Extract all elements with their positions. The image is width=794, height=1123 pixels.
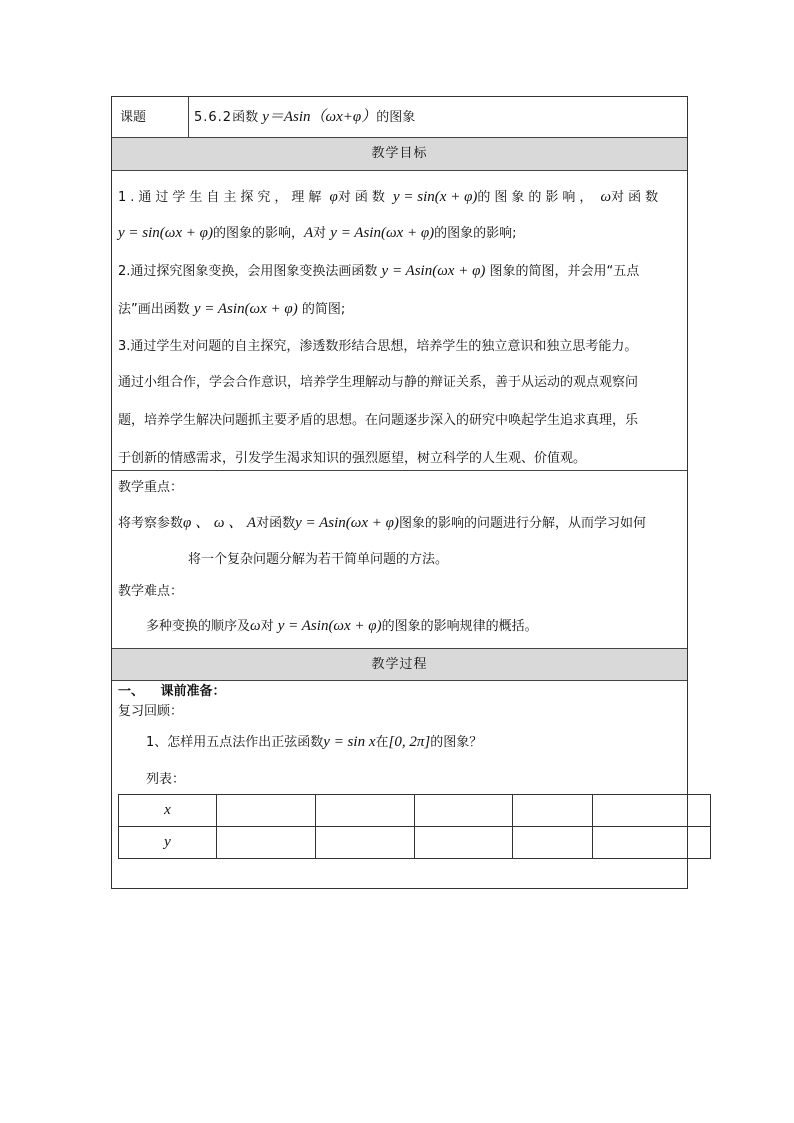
objective-1-text-f: 对 — [313, 226, 327, 241]
objective-2-line-1 — [118, 261, 639, 282]
table-cell[interactable] — [316, 795, 415, 827]
objective-2-text-a: 2.通过探究图象变换，会用图象变换法画函数 — [118, 264, 378, 279]
objective-paragraph-line-1: 通过小组合作，学会合作意识，培养学生理解动与静的辩证关系，善于从运动的观点观察问 — [118, 375, 639, 390]
topic-divider — [188, 97, 189, 137]
objective-1-formula-b: y = sin(ωx + φ) — [118, 225, 213, 241]
difficulties-text-b: 对 — [260, 619, 274, 634]
objective-1-text-c: 的图象的影响， — [477, 190, 597, 205]
step-number: 一、 — [118, 684, 145, 699]
objective-1-phi: φ — [329, 189, 338, 205]
objectives-heading: 教学目标 — [371, 146, 428, 161]
key-points-heading: 教学重点： — [118, 480, 184, 495]
key-points-line-2: 将一个复杂问题分解为若干简单问题的方法。 — [188, 552, 449, 567]
table-cell[interactable] — [513, 827, 593, 859]
question-1-text-c: 的图象？ — [430, 735, 483, 750]
topic-formula: y＝Asin（ωx+φ） — [262, 109, 377, 125]
question-1 — [146, 732, 482, 753]
objective-1-text-d: 对函数 — [611, 190, 663, 205]
difficulties-formula: y = Asin(ωx + φ) — [277, 618, 382, 634]
table-cell[interactable] — [415, 795, 513, 827]
difficulties-omega: ω — [250, 618, 261, 634]
key-points-text-a: 将考察参数 — [118, 516, 184, 531]
row-label-x: x — [119, 795, 217, 827]
objective-1-text-a: 1.通过学生自主探究，理解 — [118, 190, 326, 205]
process-heading: 教学过程 — [371, 657, 428, 672]
step-one-heading — [118, 682, 226, 702]
difficulties-line — [146, 616, 538, 637]
table-cell[interactable] — [217, 795, 316, 827]
objective-2-text-c: 法”画出函数 — [118, 302, 190, 317]
row-divider — [112, 470, 687, 471]
question-1-text-b: 在 — [375, 735, 389, 750]
objective-2-text-d: 的简图; — [301, 302, 346, 317]
difficulties-text-c: 的图象的影响规律的概括。 — [381, 619, 538, 634]
topic-title — [194, 107, 415, 128]
objective-paragraph-line-2: 题，培养学生解决问题抓主要矛盾的思想。在问题逐步深入的研究中唤起学生追求真理，乐 — [118, 413, 639, 428]
key-points-formula: y = Asin(ωx + φ) — [295, 515, 399, 531]
process-band — [112, 649, 687, 680]
objective-1-line-2 — [118, 223, 517, 244]
objective-paragraph-line-3: 于创新的情感需求，引发学生渴求知识的强烈愿望，树立科学的人生观、价值观。 — [118, 451, 587, 466]
key-points-line-1 — [118, 513, 646, 534]
objective-3: 3.通过学生对问题的自主探究，渗透数形结合思想，培养学生的独立意识和独立思考能力。 — [118, 339, 638, 354]
row-divider — [112, 680, 687, 681]
objectives-band — [112, 138, 687, 170]
objective-1-formula-c: y = Asin(ωx + φ) — [330, 225, 435, 241]
objective-2-formula-b: y = Asin(ωx + φ) — [193, 301, 298, 317]
table-cell[interactable] — [593, 827, 711, 859]
table-cell[interactable] — [513, 795, 593, 827]
table-cell[interactable] — [217, 827, 316, 859]
difficulties-heading: 教学难点： — [118, 584, 184, 599]
objective-2-text-b: 图象的简图，并会用“五点 — [489, 264, 640, 279]
topic-prefix: 函数 — [232, 110, 259, 125]
key-points-text-b: 对函数 — [256, 516, 296, 531]
key-points-text-c: 图象的影响的问题进行分解，从而学习如何 — [398, 516, 646, 531]
table-row — [119, 827, 711, 859]
objective-1-A: A — [303, 225, 314, 241]
objective-1-omega: ω — [600, 189, 612, 205]
table-cell[interactable] — [415, 827, 513, 859]
objective-1-text-b: 对函数 — [337, 190, 389, 205]
difficulties-text-a: 多种变换的顺序及 — [146, 619, 251, 634]
review-heading: 复习回顾： — [118, 704, 184, 719]
objective-1-text-g: 的图象的影响; — [434, 226, 517, 241]
lesson-plan-frame — [111, 96, 688, 889]
key-points-params: φ 、 ω 、 A — [183, 515, 257, 531]
topic-label: 课题 — [120, 110, 147, 125]
table-row — [119, 795, 711, 827]
table-label: 列表： — [146, 772, 186, 787]
objective-1-line-1 — [118, 187, 662, 208]
topic-number: 5.6.2 — [194, 110, 233, 125]
objective-2-line-2 — [118, 299, 345, 320]
question-1-text-a: 1、怎样用五点法作出正弦函数 — [146, 735, 324, 750]
question-1-formula: y = sin x — [323, 734, 376, 750]
objective-1-formula-a: y = sin(x + φ) — [393, 189, 478, 205]
five-point-table — [118, 794, 711, 859]
objective-2-formula-a: y = Asin(ωx + φ) — [381, 263, 486, 279]
objective-1-text-e: 的图象的影响， — [212, 226, 304, 241]
step-title: 课前准备： — [160, 684, 226, 699]
topic-suffix: 的图象 — [376, 110, 416, 125]
row-label-y: y — [119, 827, 217, 859]
table-cell[interactable] — [593, 795, 711, 827]
row-divider — [112, 170, 687, 171]
question-1-interval: [0, 2π] — [388, 734, 431, 750]
table-cell[interactable] — [316, 827, 415, 859]
